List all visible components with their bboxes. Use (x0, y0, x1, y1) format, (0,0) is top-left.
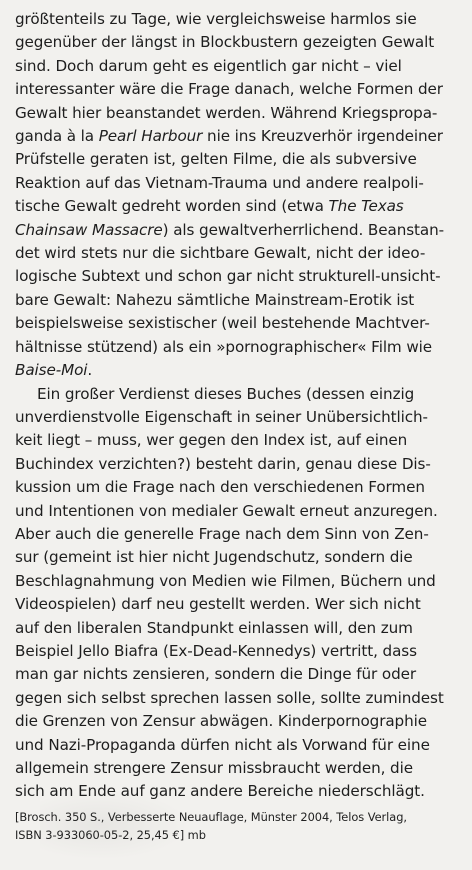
text-segment: unverdienstvolle Eigenschaft in seiner Unübersichtlich- (15, 407, 428, 426)
text-line (15, 710, 458, 733)
text-segment: logische Subtext und schon gar nicht strukturell-unsicht- (15, 267, 441, 286)
text-segment: interessanter wäre die Frage danach, welche Formen der (15, 80, 443, 99)
text-line (15, 8, 458, 31)
text-line (15, 265, 458, 288)
text-segment: ganda à la (15, 127, 99, 146)
text-segment: bare Gewalt: Nahezu sämtliche Mainstream-Erotik ist (15, 290, 415, 309)
book-citation (15, 808, 458, 844)
citation-line: [Brosch. 350 S., Verbesserte Neuauflage, Münster 2004, Telos Verlag, (15, 809, 407, 824)
text-line (15, 289, 458, 312)
text-line (15, 453, 458, 476)
text-line (15, 476, 458, 499)
text-line (15, 546, 458, 569)
text-line (15, 780, 458, 803)
text-segment: Aber auch die generelle Frage nach dem Sinn von Zen- (15, 524, 429, 543)
text-segment: die Grenzen von Zensur abwägen. Kinderpornographie (15, 712, 427, 731)
text-segment: Reaktion auf das Vietnam-Trauma und andere realpoli- (15, 173, 424, 192)
text-line (15, 383, 458, 406)
text-segment: Videospielen) darf neu gestellt werden. Wer sich nicht (15, 595, 421, 614)
text-segment: Buchindex verzichten?) besteht darin, genau diese Dis- (15, 454, 431, 473)
text-line (15, 429, 458, 452)
text-segment: ) als gewaltverherrlichend. Beanstan- (162, 220, 445, 239)
italic-title: Pearl Harbour (98, 127, 203, 146)
text-line (15, 195, 458, 218)
text-segment: Ein großer Verdienst dieses Buches (dessen einzig (37, 384, 415, 403)
italic-title: The Texas (328, 197, 404, 216)
text-segment: keit liegt – muss, wer gegen den Index ist, auf einen (15, 431, 408, 450)
text-segment: kussion um die Frage nach den verschiedenen Formen (15, 478, 425, 497)
text-line (15, 570, 458, 593)
text-line (15, 125, 458, 148)
text-segment: sich am Ende auf ganz andere Bereiche niederschlägt. (15, 782, 425, 801)
text-segment: Beschlagnahmung von Medien wie Filmen, Büchern und (15, 571, 436, 590)
text-line (15, 663, 458, 686)
text-segment: Prüfstelle geraten ist, gelten Filme, die als subversive (15, 150, 417, 169)
italic-title: Chainsaw Massacre (15, 220, 163, 239)
text-segment: beispielsweise sexistischer (weil bestehende Machtver- (15, 314, 430, 333)
text-line (15, 406, 458, 429)
paragraph (15, 383, 458, 804)
text-line (15, 359, 458, 382)
text-segment: tische Gewalt gedreht worden sind (etwa (15, 197, 329, 216)
text-segment: hältnisse stützend) als ein »pornographischer« Film wie (15, 337, 433, 356)
text-segment: allgemein strengere Zensur missbraucht werden, die (15, 759, 413, 777)
text-line (15, 31, 458, 54)
text-line (15, 500, 458, 523)
text-line (15, 757, 458, 780)
text-segment: man gar nichts zensieren, sondern die Dinge für oder (15, 665, 417, 684)
text-line (15, 617, 458, 640)
text-segment: gegen sich selbst sprechen lassen solle, sollte zumindest (15, 688, 444, 707)
text-segment: und Nazi-Propaganda dürfen nicht als Vorwand für eine (15, 735, 430, 754)
text-line (15, 523, 458, 546)
article-body (15, 8, 458, 804)
text-line (15, 734, 458, 757)
text-line (15, 242, 458, 265)
text-line (15, 55, 458, 78)
text-segment: nie ins Kreuzverhör irgendeiner (202, 127, 443, 146)
text-segment: und Intentionen von medialer Gewalt erneut anzuregen. (15, 501, 438, 520)
text-line (15, 336, 458, 359)
text-segment: Beispiel Jello Biafra (Ex-Dead-Kennedys) vertritt, dass (15, 641, 417, 660)
text-line (15, 312, 458, 335)
text-segment: Gewalt hier beanstandet werden. Während Kriegspropa- (15, 103, 438, 122)
text-segment: det wird stets nur die sichtbare Gewalt, nicht der ideo- (15, 244, 426, 263)
text-segment: auf den liberalen Standpunkt einlassen will, den zum (15, 618, 413, 637)
text-segment: . (87, 361, 93, 380)
text-segment: gegenüber der längst in Blockbustern gezeigten Gewalt (15, 33, 435, 52)
text-line (15, 640, 458, 663)
text-line (15, 148, 458, 171)
text-segment: größtenteils zu Tage, wie vergleichsweise harmlos sie (15, 10, 417, 28)
italic-title: Baise-Moi (15, 361, 88, 380)
text-line (15, 78, 458, 101)
text-line (15, 687, 458, 710)
text-segment: sind. Doch darum geht es eigentlich gar nicht – viel (15, 56, 402, 75)
text-line (15, 172, 458, 195)
text-line (15, 102, 458, 125)
paragraph (15, 8, 458, 383)
citation-line: ISBN 3-933060-05-2, 25,45 €] mb (15, 827, 206, 842)
text-segment: sur (gemeint ist hier nicht Jugendschutz, sondern die (15, 548, 413, 567)
text-line (15, 219, 458, 242)
text-line (15, 593, 458, 616)
